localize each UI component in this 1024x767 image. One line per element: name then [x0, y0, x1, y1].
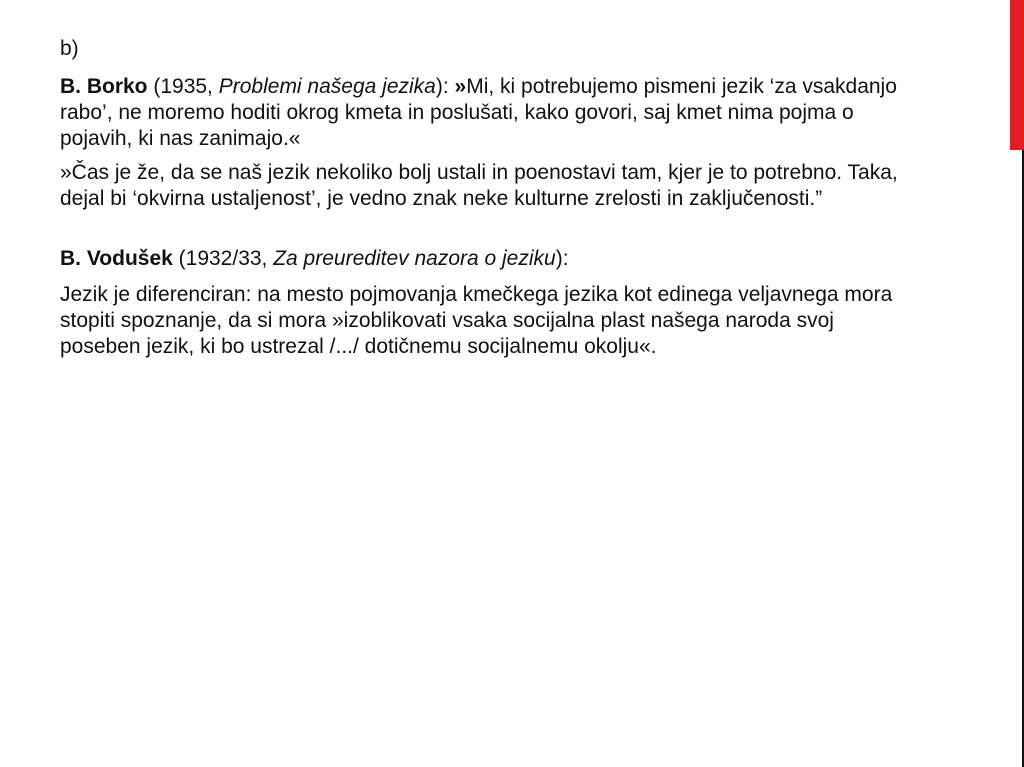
vodusek-year: (1932/33, — [172, 247, 274, 270]
slide-content — [60, 36, 920, 360]
borko-quote-mark: » — [454, 75, 467, 98]
section-label: b) — [60, 37, 79, 60]
borko-second-quote: »Čas je že, da se naš jezik nekoliko bolj ustali in poenostavi tam, kjer je to potrebno. Taka, dejal bi ‘okvirna ustaljenost’, je vedno znak neke kulturne zrelosti in zaključenosti.” — [60, 161, 898, 210]
vodusek-close: ): — [555, 247, 569, 270]
borko-year: (1935, — [147, 75, 219, 98]
borko-work-title: Problemi našega jezika — [218, 75, 436, 98]
vodusek-heading — [60, 246, 920, 272]
accent-bar — [1010, 0, 1024, 150]
borko-quote: Mi, ki potrebujemo pismeni jezik ‘za vsakdanjo rabo’, ne moremo hoditi okrog kmeta in poslušati, kako govori, saj kmet nima pojma o pojavih, ki nas zanimajo.« — [60, 75, 897, 150]
vodusek-work-title: Za preureditev nazora o jeziku — [273, 247, 556, 270]
borko-paragraph — [60, 74, 920, 152]
borko-author: B. Borko — [60, 75, 148, 98]
vodusek-author: B. Vodušek — [60, 247, 173, 270]
borko-close: ): — [435, 75, 455, 98]
vodusek-paragraph: Jezik je diferenciran: na mesto pojmovanja kmečkega jezika kot edinega veljavnega mora stopiti spoznanje, da si mora »izoblikovati vsaka socijalna plast našega naroda svoj poseben jezik, ki bo ustrezal /.../ dotičnemu socijalnemu okolju«. — [60, 283, 893, 358]
